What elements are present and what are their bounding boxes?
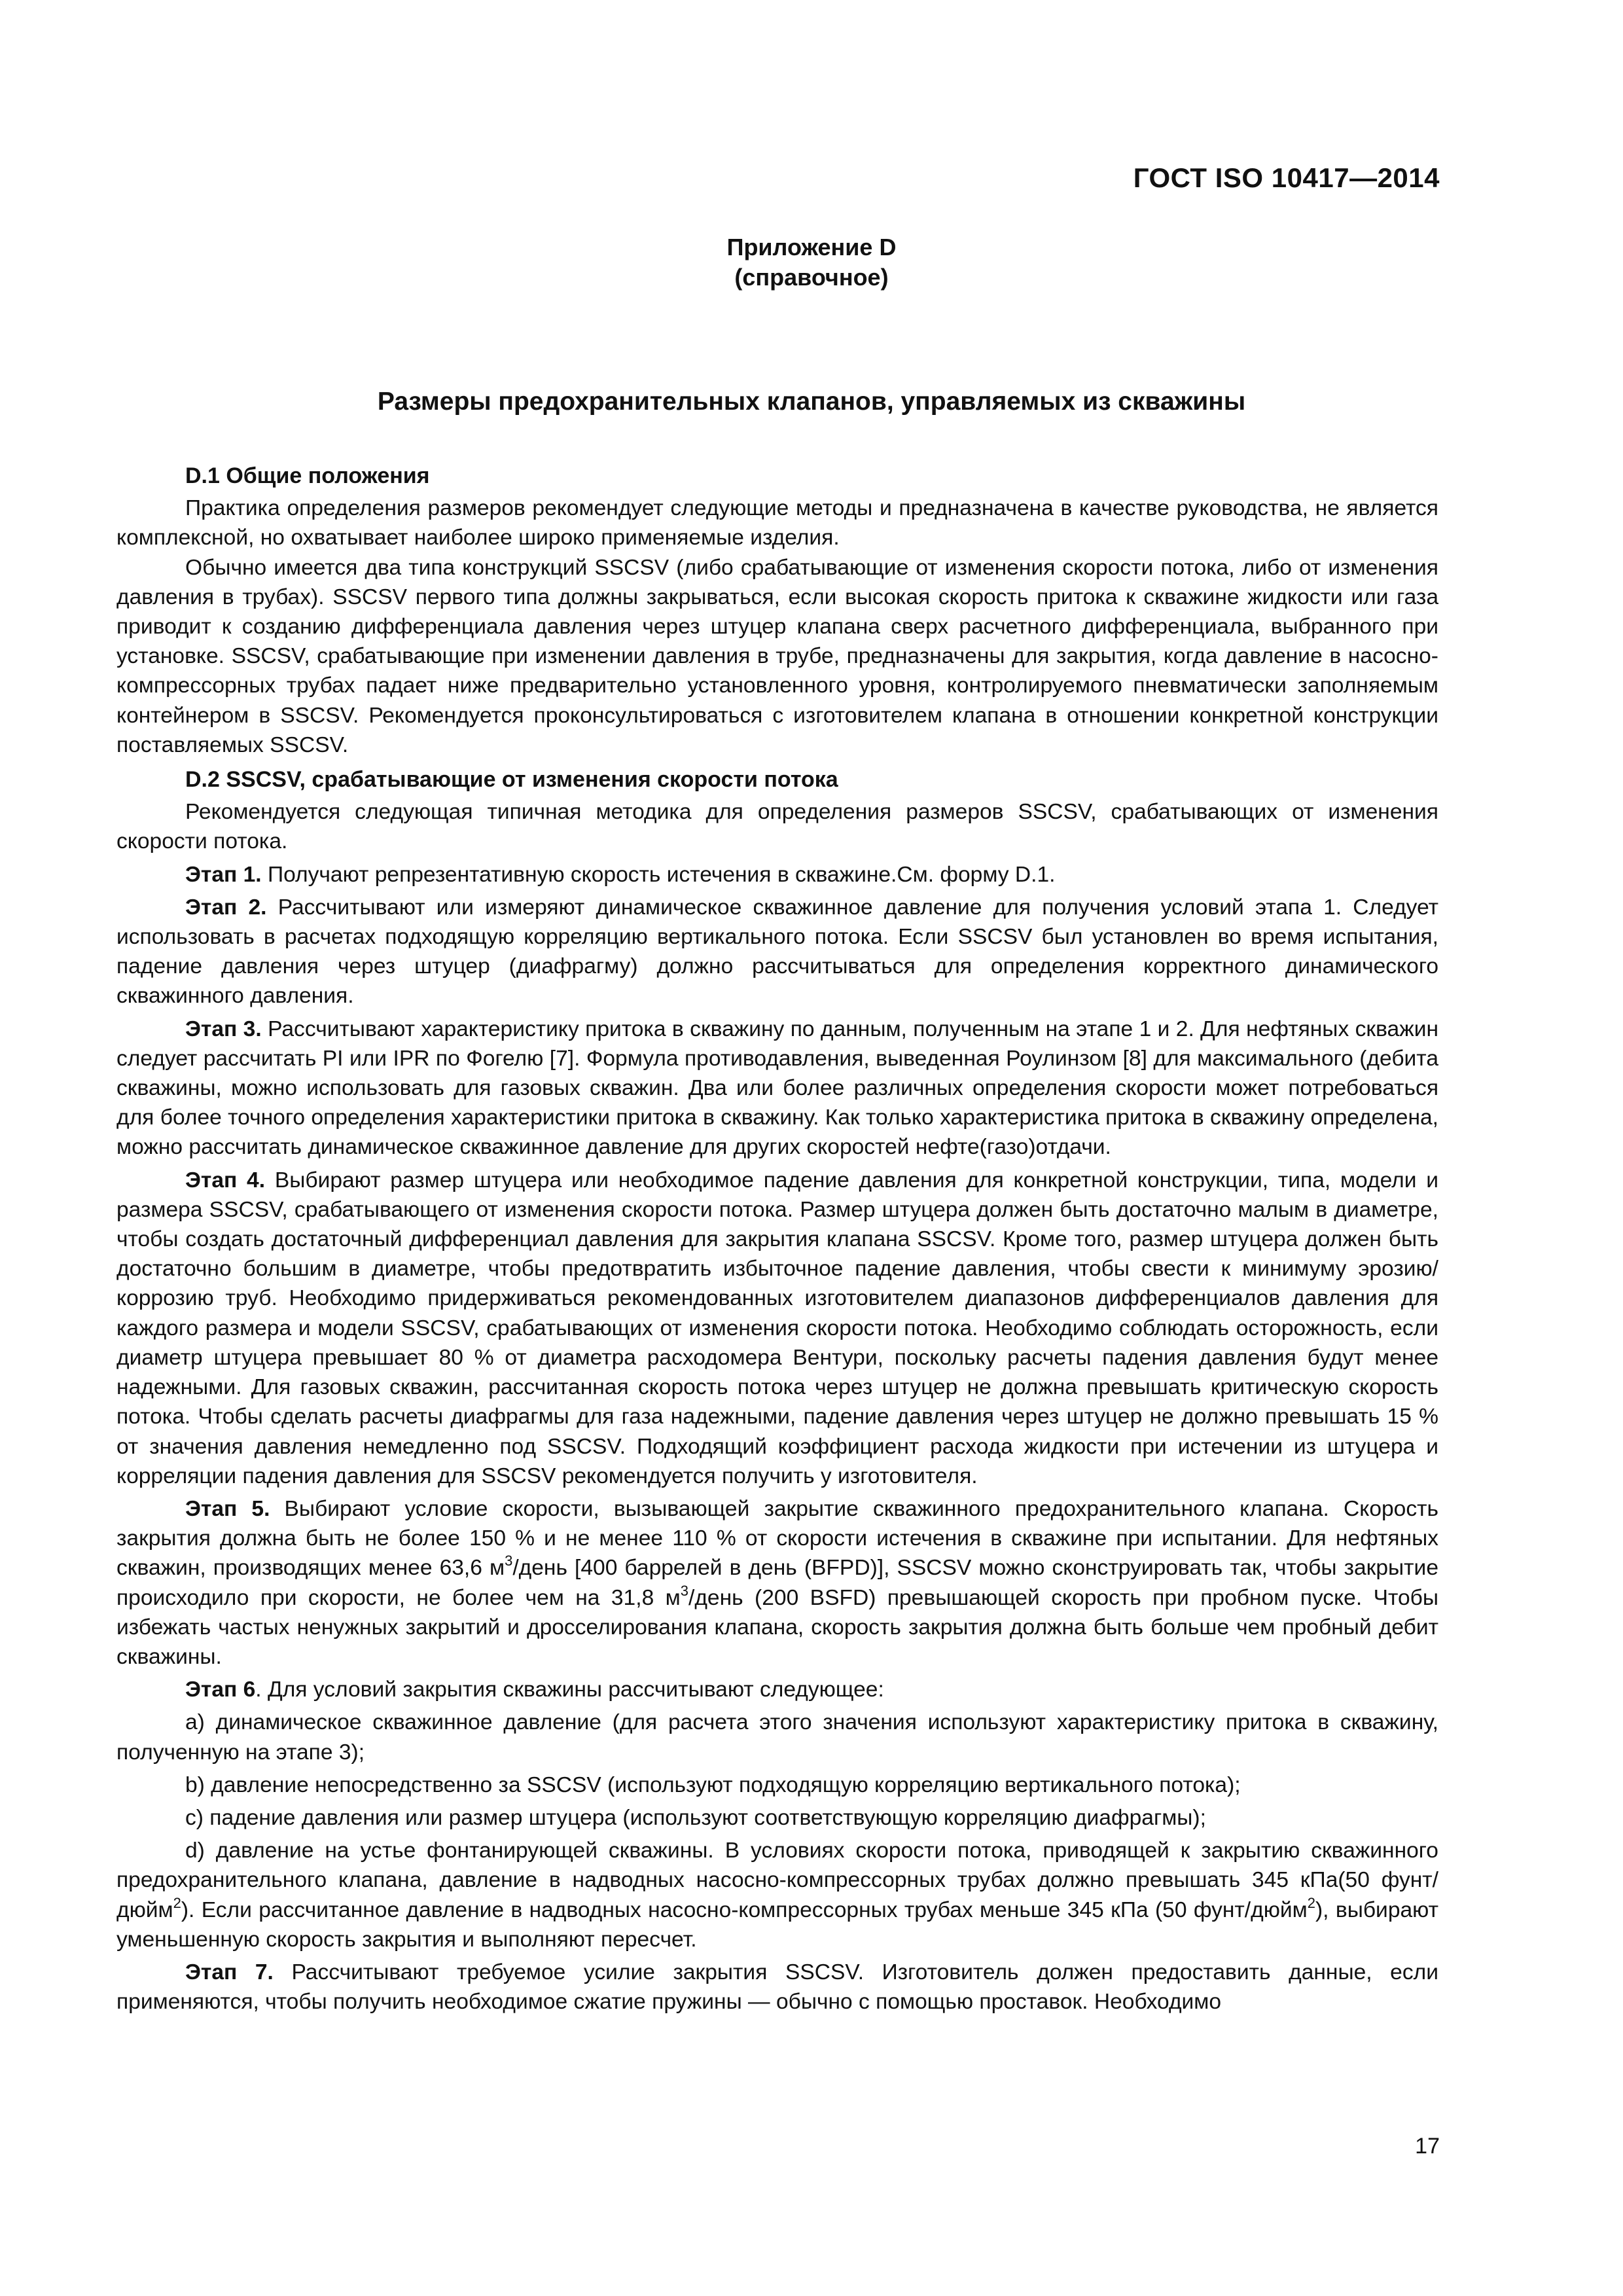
step-label: Этап 1. <box>185 862 262 887</box>
document-body <box>116 461 1438 2017</box>
step-3 <box>116 1014 1438 1162</box>
list-item-c: c) падение давления или размер штуцера (используют соответствующую корреляцию диафрагмы); <box>185 1805 1206 1830</box>
step-text: . Для условий закрытия скважины рассчитывают следующее: <box>255 1677 884 1702</box>
item-text: ), выбирают уменьшенную скорость закрытия и выполняют пересчет. <box>116 1897 1438 1952</box>
section-heading-d2: D.2 SSCSV, срабатывающие от изменения скорости потока <box>185 767 838 793</box>
step-text: Рассчитывают характеристику притока в скважину по данным, полученным на этапе 1 и 2. Для нефтяных скважин следует рассчитать PI или IPR по Фогелю [7]. Формула противодавления, выведенная Роулинзом [8] для максимального (дебита скважины, можно использовать для газовых скважин. Два или более различных определения скорости может потребоваться для более точного определения характеристики притока в скважину. Как только характеристика притока в скважину определена, можно рассчитать динамическое скважинное давление для других скоростей нефте(газо)отдачи. <box>116 1016 1438 1160</box>
step-text: Рассчитывают или измеряют динамическое скважинное давление для получения условий этапа 1. Следует использовать в расчетах подходящую корреляцию вертикального потока. Если SSCSV был установлен во время испытания, падение давления через штуцер (диафрагму) должно рассчитываться для определения корректного динамического скважинного давления. <box>116 895 1439 1009</box>
step-text: Получают репрезентативную скорость истечения в скважине.См. форму D.1. <box>261 862 1056 887</box>
step-7 <box>116 1958 1438 2017</box>
step-5 <box>116 1494 1438 1672</box>
superscript: 3 <box>680 1582 688 1599</box>
step-text: /день (200 BSFD) превышающей скорость при пробном пуске. Чтобы избежать частых ненужных закрытий и дросселирования клапана, скорость закрытия должна быть больше чем пробный дебит скважины. <box>116 1585 1438 1669</box>
annex-header <box>0 232 1623 293</box>
step-text: Выбирают размер штуцера или необходимое падение давления для конкретной конструкции, типа, модели и размера SSCSV, срабатывающего от изменения скорости потока. Размер штуцера должен быть достаточно малым в диаметре, чтобы создать достаточный дифференциал давления для закрытия клапана SSCSV. Кроме того, размер штуцера должен быть достаточно большим в диаметре, чтобы предотвратить избыточное падение давления, чтобы свести к минимуму эрозию/коррозию труб. Необходимо придерживаться рекомендованных изготовителем диапазонов дифференциалов давления для каждого размера и модели SSCSV, срабатывающих от изменения скорости потока. Необходимо соблюдать осторожность, если диаметр штуцера превышает 80 % от диаметра расходомера Вентури, поскольку расчеты падения давления будут менее надежными. Для газовых скважин, рассчитанная скорость потока через штуцер не должна превышать критическую скорость потока. Чтобы сделать расчеты диафрагмы для газа надежными, падение давления через штуцер не должно превышать 15 % от значения давления немедленно под SSCSV. Подходящий коэффициент расхода жидкости при истечении из штуцера и корреляции падения давления для SSCSV рекомендуется получить у изготовителя. <box>116 1168 1439 1488</box>
step-4 <box>116 1166 1438 1491</box>
page-number: 17 <box>1415 2134 1440 2159</box>
list-item-d <box>116 1836 1438 1954</box>
step-text: Рассчитывают требуемое усилие закрытия SSCSV. Изготовитель должен предоставить данные, если применяются, чтобы получить необходимое сжатие пружины — обычно с помощью проставок. Необходимо <box>116 1960 1439 2015</box>
paragraph: Обычно имеется два типа конструкций SSCSV (либо срабатывающие от изменения скорости потока, либо от изменения давления в трубах). SSCSV первого типа должны закрываться, если высокая скорость притока к скважине жидкости или газа приводит к созданию дифференциала давления через штуцер клапана сверх расчетного дифференциала, выбранного при установке. SSCSV, срабатывающие при изменении давления в трубе, предназначены для закрытия, когда давление в насосно-компрессорных трубах падает ниже предварительно установленного уровня, контролируемого пневматически заполняемым контейнером в SSCSV. Рекомендуется проконсультироваться с изготовителем клапана в отношении конкретной конструкции поставляемых SSCSV. <box>116 555 1438 757</box>
document-code: ГОСТ ISO 10417—2014 <box>1133 162 1440 193</box>
paragraph: Практика определения размеров рекомендует следующие методы и предназначена в качестве руководства, не является комплексной, но охватывает наиболее широко применяемые изделия. <box>116 496 1438 550</box>
list-item-a: a) динамическое скважинное давление (для расчета этого значения используют характеристику притока в скважину, полученную на этапе 3); <box>116 1710 1438 1765</box>
superscript: 3 <box>505 1552 513 1570</box>
item-text: ). Если рассчитанное давление в надводных насосно-компрессорных трубах меньше 345 кПа (50 фунт/дюйм <box>181 1897 1308 1922</box>
superscript: 2 <box>1307 1894 1315 1911</box>
step-6 <box>116 1675 1438 1704</box>
step-2 <box>116 893 1438 1011</box>
step-text: Выбирают условие скорости, вызывающей закрытие скважинного предохранительного клапана. Скорость закрытия должна быть не более 150 % и не менее 110 % от скорости истечения в скважине при испытании. Для нефтяных скважин, производящих менее 63,6 м <box>116 1496 1439 1581</box>
annex-title: Размеры предохранительных клапанов, управляемых из скважины <box>377 387 1246 416</box>
step-label: Этап 7. <box>185 1960 274 1984</box>
section-heading-d1: D.1 Общие положения <box>185 463 430 488</box>
annex-kind: (справочное) <box>734 264 889 291</box>
step-label: Этап 6 <box>185 1677 256 1702</box>
annex-label: Приложение D <box>726 234 897 260</box>
superscript: 2 <box>173 1894 181 1911</box>
step-text: /день [400 баррелей в день (BFPD)], SSCSV можно сконструировать так, чтобы закрытие происходило при скорости, не более чем на 31,8 м <box>116 1556 1438 1610</box>
paragraph: Рекомендуется следующая типичная методика для определения размеров SSCSV, срабатывающих от изменения скорости потока. <box>116 800 1438 854</box>
step-1 <box>116 860 1438 889</box>
step-label: Этап 4. <box>185 1168 266 1193</box>
step-label: Этап 2. <box>185 895 267 920</box>
step-label: Этап 3. <box>185 1016 262 1041</box>
list-item-b: b) давление непосредственно за SSCSV (используют подходящую корреляцию вертикального потока); <box>185 1772 1241 1797</box>
item-text: d) давление на устье фонтанирующей скважины. В условиях скорости потока, приводящей к закрытию скважинного предохранительного клапана, давление в надводных насосно-компрессорных трубах должно превышать 345 кПа(50 фунт/дюйм <box>116 1839 1438 1922</box>
step-label: Этап 5. <box>185 1496 270 1521</box>
